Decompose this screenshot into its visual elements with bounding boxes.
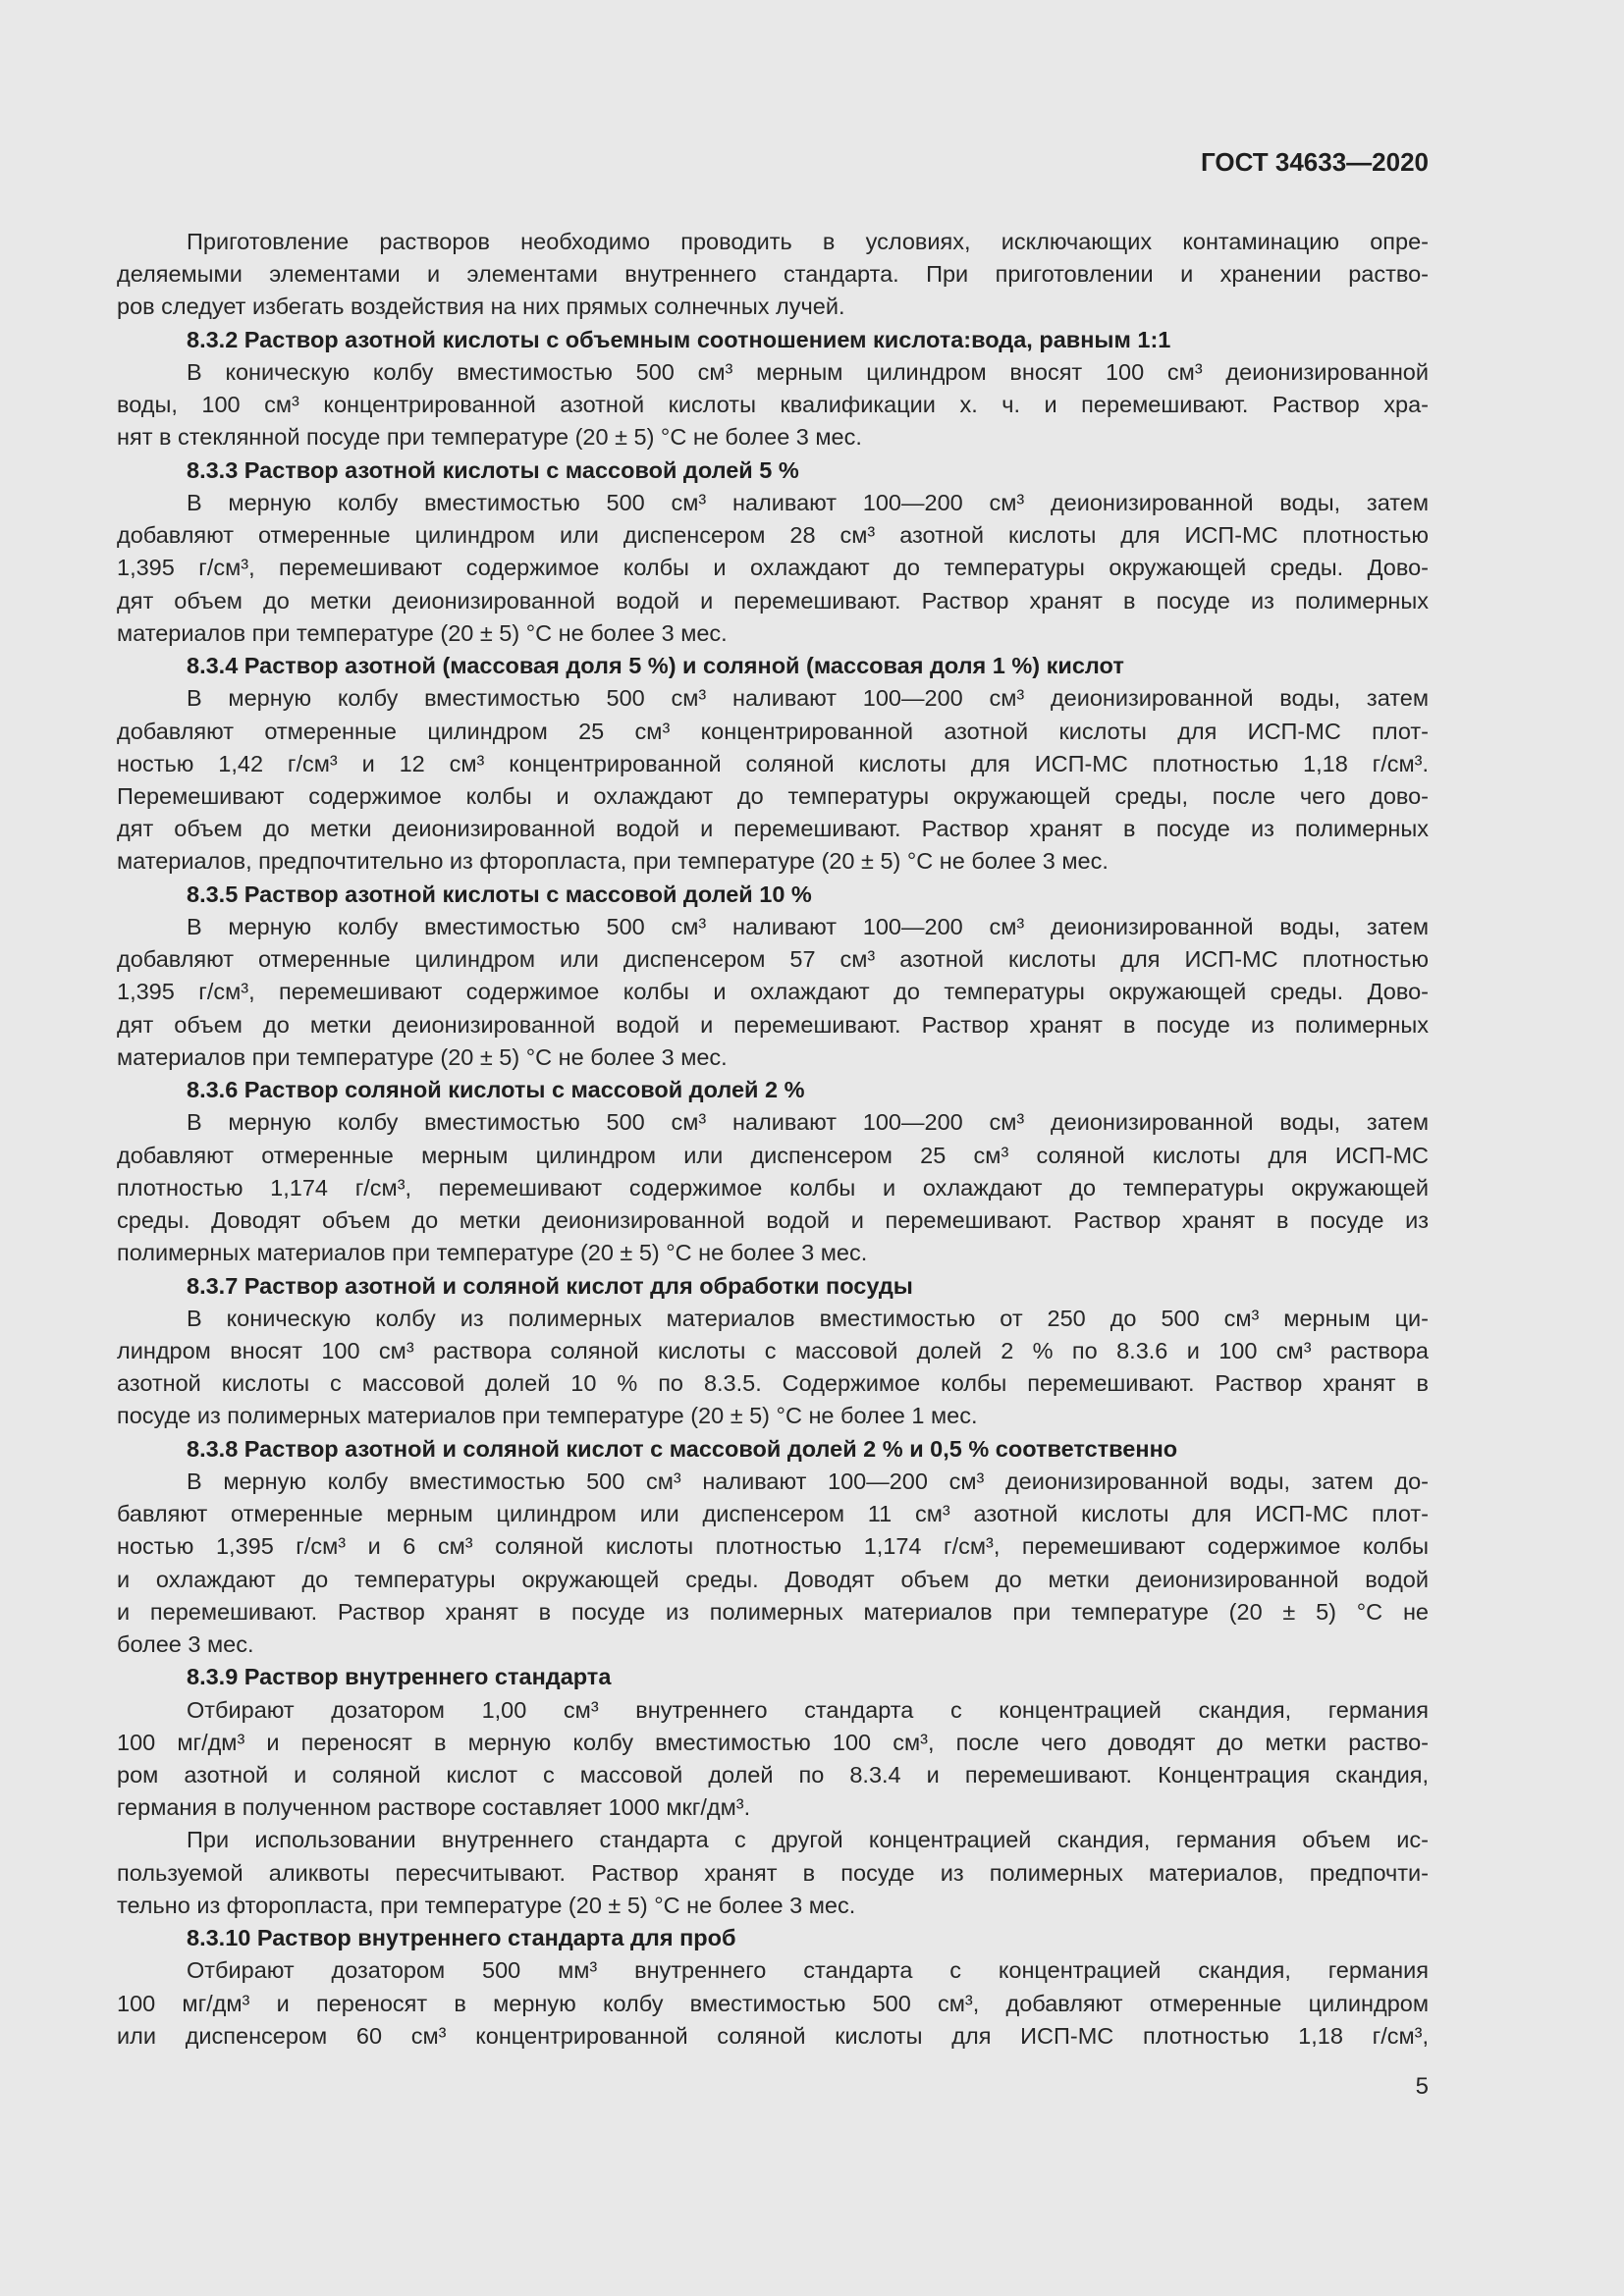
paragraph-line: добавляют отмеренные цилиндром 25 см³ концентрированной азотной кислоты для ИСП-МС плот- <box>117 718 1429 744</box>
paragraph-line: дят объем до метки деионизированной водой и перемешивают. Раствор хранят в посуде из полимерных <box>117 816 1429 842</box>
page-number: 5 <box>1415 2073 1429 2100</box>
paragraph-line: 100 мг/дм³ и переносят в мерную колбу вместимостью 500 см³, добавляют отмеренные цилиндром <box>117 1990 1429 2016</box>
paragraph-line: В коническую колбу из полимерных материалов вместимостью от 250 до 500 см³ мерным ци- <box>187 1305 1429 1331</box>
paragraph-line: азотной кислоты с массовой долей 10 % по 8.3.5. Содержимое колбы перемешивают. Раствор хранят в <box>117 1370 1429 1397</box>
paragraph-line: германия в полученном растворе составляет 1000 мкг/дм³. <box>117 1794 751 1821</box>
paragraph-line: 1,395 г/см³, перемешивают содержимое колбы и охлаждают до температуры окружающей среды. Дово- <box>117 979 1429 1005</box>
paragraph-line: Отбирают дозатором 500 мм³ внутреннего стандарта с концентрацией скандия, германия <box>187 1957 1429 1984</box>
paragraph-line: нят в стеклянной посуде при температуре (20 ± 5) °С не более 3 мес. <box>117 424 862 451</box>
paragraph-line: Перемешивают содержимое колбы и охлаждают до температуры окружающей среды, после чего дово- <box>117 782 1429 809</box>
paragraph-line: ров следует избегать воздействия на них прямых солнечных лучей. <box>117 294 845 320</box>
paragraph-line: и перемешивают. Раствор хранят в посуде из полимерных материалов при температуре (20 ± 5) °С не <box>117 1598 1429 1625</box>
paragraph-line: добавляют отмеренные цилиндром или диспенсером 28 см³ азотной кислоты для ИСП-МС плотностью <box>117 522 1429 549</box>
paragraph-line: В мерную колбу вместимостью 500 см³ наливают 100—200 см³ деионизированной воды, затем <box>187 685 1429 712</box>
section-heading: 8.3.3 Раствор азотной кислоты с массовой долей 5 % <box>187 456 799 483</box>
paragraph-line: посуде из полимерных материалов при температуре (20 ± 5) °С не более 1 мес. <box>117 1403 978 1429</box>
section-heading: 8.3.4 Раствор азотной (массовая доля 5 %) и соляной (массовая доля 1 %) кислот <box>187 653 1124 679</box>
paragraph-line: среды. Доводят объем до метки деионизированной водой и перемешивают. Раствор хранят в посуде из <box>117 1207 1429 1234</box>
paragraph-line: дят объем до метки деионизированной водой и перемешивают. Раствор хранят в посуде из полимерных <box>117 587 1429 614</box>
section-heading: 8.3.7 Раствор азотной и соляной кислот для обработки посуды <box>187 1272 913 1299</box>
paragraph-line: Отбирают дозатором 1,00 см³ внутреннего стандарта с концентрацией скандия, германия <box>187 1696 1429 1723</box>
paragraph-line: добавляют отмеренные цилиндром или диспенсером 57 см³ азотной кислоты для ИСП-МС плотностью <box>117 946 1429 973</box>
paragraph-line: ностью 1,42 г/см³ и 12 см³ концентрированной соляной кислоты для ИСП-МС плотностью 1,18 г/см³. <box>117 750 1429 776</box>
paragraph-line: В мерную колбу вместимостью 500 см³ наливают 100—200 см³ деионизированной воды, затем до- <box>187 1468 1429 1494</box>
paragraph-line: дят объем до метки деионизированной водой и перемешивают. Раствор хранят в посуде из полимерных <box>117 1011 1429 1038</box>
paragraph-line: более 3 мес. <box>117 1631 254 1658</box>
section-heading: 8.3.9 Раствор внутреннего стандарта <box>187 1664 612 1690</box>
paragraph-line: материалов, предпочтительно из фторопласта, при температуре (20 ± 5) °С не более 3 мес. <box>117 848 1109 875</box>
paragraph-line: 100 мг/дм³ и переносят в мерную колбу вместимостью 100 см³, после чего доводят до метки раство- <box>117 1729 1429 1755</box>
section-heading: 8.3.10 Раствор внутреннего стандарта для проб <box>187 1925 736 1951</box>
paragraph-line: При использовании внутреннего стандарта с другой концентрацией скандия, германия объем ис- <box>187 1827 1429 1853</box>
paragraph-line: тельно из фторопласта, при температуре (20 ± 5) °С не более 3 мес. <box>117 1892 856 1918</box>
paragraph-line: и охлаждают до температуры окружающей среды. Доводят объем до метки деионизированной водой <box>117 1566 1429 1592</box>
paragraph-line: бавляют отмеренные мерным цилиндром или диспенсером 11 см³ азотной кислоты для ИСП-МС плот- <box>117 1501 1429 1527</box>
paragraph-line: В коническую колбу вместимостью 500 см³ мерным цилиндром вносят 100 см³ деионизированной <box>187 358 1429 385</box>
paragraph-line: 1,395 г/см³, перемешивают содержимое колбы и охлаждают до температуры окружающей среды. Дово- <box>117 555 1429 581</box>
document-code-header: ГОСТ 34633—2020 <box>1201 147 1429 177</box>
paragraph-line: полимерных материалов при температуре (20 ± 5) °С не более 3 мес. <box>117 1240 868 1266</box>
section-heading: 8.3.8 Раствор азотной и соляной кислот с массовой долей 2 % и 0,5 % соответственно <box>187 1435 1178 1462</box>
paragraph-line: материалов при температуре (20 ± 5) °С не более 3 мес. <box>117 619 728 646</box>
paragraph-line: воды, 100 см³ концентрированной азотной кислоты квалификации х. ч. и перемешивают. Раствор хра- <box>117 392 1429 418</box>
paragraph-line: добавляют отмеренные мерным цилиндром или диспенсером 25 см³ соляной кислоты для ИСП-МС <box>117 1142 1429 1168</box>
paragraph-line: ром азотной и соляной кислот с массовой долей по 8.3.4 и перемешивают. Концентрация скандия, <box>117 1762 1429 1789</box>
paragraph-line: Приготовление растворов необходимо проводить в условиях, исключающих контаминацию опре- <box>187 229 1429 254</box>
paragraph-line: В мерную колбу вместимостью 500 см³ наливают 100—200 см³ деионизированной воды, затем <box>187 913 1429 939</box>
paragraph-line: В мерную колбу вместимостью 500 см³ наливают 100—200 см³ деионизированной воды, затем <box>187 489 1429 515</box>
section-heading: 8.3.5 Раствор азотной кислоты с массовой долей 10 % <box>187 881 812 907</box>
paragraph-line: материалов при температуре (20 ± 5) °С не более 3 мес. <box>117 1043 728 1070</box>
section-heading: 8.3.2 Раствор азотной кислоты с объемным соотношением кислота:вода, равным 1:1 <box>187 326 1171 352</box>
document-body <box>117 226 1429 2053</box>
section-heading: 8.3.6 Раствор соляной кислоты с массовой долей 2 % <box>187 1077 805 1103</box>
paragraph-line: В мерную колбу вместимостью 500 см³ наливают 100—200 см³ деионизированной воды, затем <box>187 1109 1429 1136</box>
paragraph-line: пользуемой аликвоты пересчитывают. Раствор хранят в посуде из полимерных материалов, предпочти- <box>117 1859 1429 1886</box>
paragraph-line: линдром вносят 100 см³ раствора соляной кислоты с массовой долей 2 % по 8.3.6 и 100 см³ раствора <box>117 1337 1429 1363</box>
paragraph-line: деляемыми элементами и элементами внутреннего стандарта. При приготовлении и хранении раство- <box>117 261 1429 288</box>
paragraph-line: или диспенсером 60 см³ концентрированной соляной кислоты для ИСП-МС плотностью 1,18 г/см³, <box>117 2022 1429 2049</box>
paragraph-line: плотностью 1,174 г/см³, перемешивают содержимое колбы и охлаждают до температуры окружающей <box>117 1174 1429 1201</box>
paragraph-line: ностью 1,395 г/см³ и 6 см³ соляной кислоты плотностью 1,174 г/см³, перемешивают содержимое колбы <box>117 1533 1429 1560</box>
